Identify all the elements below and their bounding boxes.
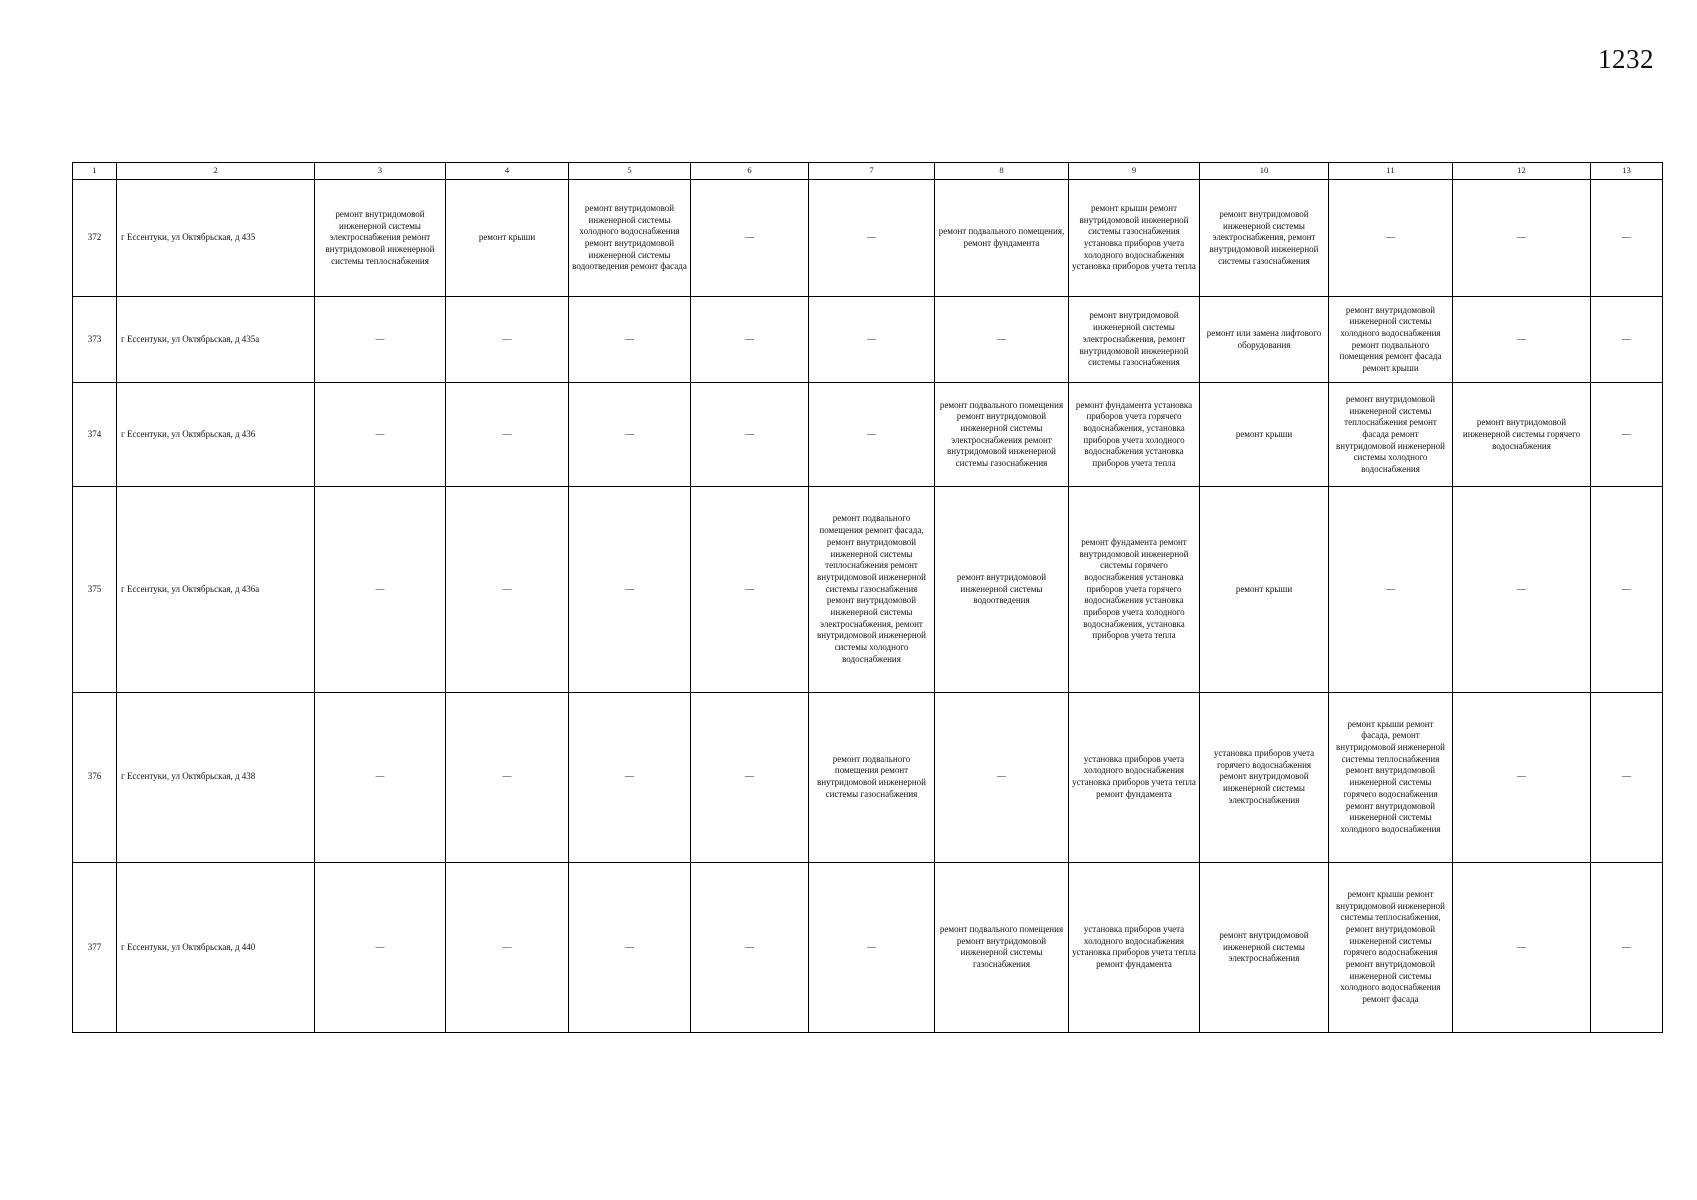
work-cell: ремонт подвального помещения, ремонт фундамента bbox=[935, 180, 1069, 297]
row-address: г Ессентуки, ул Октябрьская, д 436 bbox=[117, 383, 315, 487]
work-cell: ремонт подвального помещения ремонт фасада, ремонт внутридомовой инженерной системы теплоснабжения ремонт внутридомовой инженерной системы газоснабжения ремонт внутридомовой инженерной системы электроснабжения, ремонт внутридомовой инженерной системы холодного водоснабжения bbox=[809, 487, 935, 692]
header-cell: 13 bbox=[1591, 163, 1663, 180]
work-cell: ремонт крыши ремонт внутридомовой инженерной системы теплоснабжения, ремонт внутридомовой инженерной системы горячего водоснабжения ремонт внутридомовой инженерной системы холодного водоснабжения ремонт фасада bbox=[1329, 862, 1453, 1032]
work-cell: — bbox=[569, 862, 691, 1032]
works-table bbox=[72, 162, 1663, 1033]
work-cell: — bbox=[809, 383, 935, 487]
row-number: 373 bbox=[73, 297, 117, 383]
work-cell: ремонт фундамента ремонт внутридомовой инженерной системы горячего водоснабжения установка приборов учета горячего водоснабжения установка приборов учета холодного водоснабжения, установка приборов учета тепла bbox=[1069, 487, 1200, 692]
header-cell: 3 bbox=[315, 163, 446, 180]
table-row bbox=[73, 180, 1663, 297]
work-cell: ремонт подвального помещения ремонт внутридомовой инженерной системы электроснабжения ремонт внутридомовой инженерной системы газоснабжения bbox=[935, 383, 1069, 487]
work-cell: — bbox=[569, 297, 691, 383]
work-cell: ремонт крыши ремонт фасада, ремонт внутридомовой инженерной системы теплоснабжения ремонт внутридомовой инженерной системы горячего водоснабжения ремонт внутридомовой инженерной системы холодного водоснабжения bbox=[1329, 692, 1453, 862]
header-cell: 7 bbox=[809, 163, 935, 180]
header-cell: 12 bbox=[1453, 163, 1591, 180]
header-cell: 2 bbox=[117, 163, 315, 180]
work-cell: — bbox=[446, 862, 569, 1032]
work-cell: — bbox=[315, 297, 446, 383]
work-cell: установка приборов учета холодного водоснабжения установка приборов учета тепла ремонт фундамента bbox=[1069, 862, 1200, 1032]
row-address: г Ессентуки, ул Октябрьская, д 436а bbox=[117, 487, 315, 692]
work-cell: — bbox=[446, 297, 569, 383]
header-cell: 4 bbox=[446, 163, 569, 180]
work-cell: ремонт внутридомовой инженерной системы горячего водоснабжения bbox=[1453, 383, 1591, 487]
work-cell: — bbox=[1591, 692, 1663, 862]
work-cell: ремонт внутридомовой инженерной системы холодного водоснабжения ремонт подвального помещения ремонт фасада ремонт крыши bbox=[1329, 297, 1453, 383]
work-cell: ремонт крыши bbox=[1200, 383, 1329, 487]
work-cell: — bbox=[446, 692, 569, 862]
work-cell: — bbox=[569, 487, 691, 692]
header-cell: 6 bbox=[691, 163, 809, 180]
work-cell: ремонт внутридомовой инженерной системы теплоснабжения ремонт фасада ремонт внутридомовой инженерной системы холодного водоснабжения bbox=[1329, 383, 1453, 487]
work-cell: — bbox=[691, 862, 809, 1032]
header-cell: 8 bbox=[935, 163, 1069, 180]
work-cell: — bbox=[691, 180, 809, 297]
work-cell: — bbox=[446, 487, 569, 692]
work-cell: — bbox=[691, 692, 809, 862]
work-cell: ремонт внутридомовой инженерной системы холодного водоснабжения ремонт внутридомовой инженерной системы водоотведения ремонт фасада bbox=[569, 180, 691, 297]
row-number: 374 bbox=[73, 383, 117, 487]
work-cell: ремонт внутридомовой инженерной системы электроснабжения, ремонт внутридомовой инженерной системы газоснабжения bbox=[1069, 297, 1200, 383]
work-cell: — bbox=[809, 297, 935, 383]
work-cell: — bbox=[1453, 297, 1591, 383]
row-address: г Ессентуки, ул Октябрьская, д 440 bbox=[117, 862, 315, 1032]
header-cell: 10 bbox=[1200, 163, 1329, 180]
work-cell: — bbox=[691, 487, 809, 692]
work-cell: — bbox=[1453, 862, 1591, 1032]
work-cell: — bbox=[1453, 487, 1591, 692]
row-number: 372 bbox=[73, 180, 117, 297]
work-cell: — bbox=[1453, 180, 1591, 297]
work-cell: — bbox=[315, 487, 446, 692]
work-cell: — bbox=[315, 383, 446, 487]
table-row bbox=[73, 487, 1663, 692]
work-cell: — bbox=[809, 862, 935, 1032]
row-address: г Ессентуки, ул Октябрьская, д 438 bbox=[117, 692, 315, 862]
work-cell: — bbox=[691, 383, 809, 487]
header-cell: 1 bbox=[73, 163, 117, 180]
table-row bbox=[73, 692, 1663, 862]
work-cell: — bbox=[1453, 692, 1591, 862]
header-cell: 5 bbox=[569, 163, 691, 180]
work-cell: — bbox=[1329, 180, 1453, 297]
work-cell: — bbox=[691, 297, 809, 383]
header-row bbox=[73, 163, 1663, 180]
work-cell: — bbox=[446, 383, 569, 487]
row-address: г Ессентуки, ул Октябрьская, д 435а bbox=[117, 297, 315, 383]
work-cell: ремонт крыши bbox=[446, 180, 569, 297]
work-cell: — bbox=[809, 180, 935, 297]
work-cell: — bbox=[935, 297, 1069, 383]
work-cell: — bbox=[315, 862, 446, 1032]
work-cell: ремонт подвального помещения ремонт внутридомовой инженерной системы газоснабжения bbox=[809, 692, 935, 862]
work-cell: ремонт внутридомовой инженерной системы электроснабжения, ремонт внутридомовой инженерной системы газоснабжения bbox=[1200, 180, 1329, 297]
row-number: 375 bbox=[73, 487, 117, 692]
work-cell: ремонт фундамента установка приборов учета горячего водоснабжения, установка приборов учета холодного водоснабжения установка приборов учета тепла bbox=[1069, 383, 1200, 487]
header-cell: 11 bbox=[1329, 163, 1453, 180]
work-cell: — bbox=[1329, 487, 1453, 692]
page-number: 1232 bbox=[1598, 44, 1654, 74]
table-row bbox=[73, 297, 1663, 383]
work-cell: ремонт крыши bbox=[1200, 487, 1329, 692]
work-cell: установка приборов учета горячего водоснабжения ремонт внутридомовой инженерной системы электроснабжения bbox=[1200, 692, 1329, 862]
work-cell: — bbox=[1591, 383, 1663, 487]
work-cell: — bbox=[1591, 180, 1663, 297]
work-cell: — bbox=[1591, 862, 1663, 1032]
work-cell: — bbox=[935, 692, 1069, 862]
work-cell: — bbox=[569, 383, 691, 487]
header-cell: 9 bbox=[1069, 163, 1200, 180]
table-row bbox=[73, 383, 1663, 487]
work-cell: — bbox=[1591, 297, 1663, 383]
row-address: г Ессентуки, ул Октябрьская, д 435 bbox=[117, 180, 315, 297]
row-number: 376 bbox=[73, 692, 117, 862]
work-cell: ремонт или замена лифтового оборудования bbox=[1200, 297, 1329, 383]
work-cell: ремонт крыши ремонт внутридомовой инженерной системы газоснабжения установка приборов учета холодного водоснабжения установка приборов учета тепла bbox=[1069, 180, 1200, 297]
work-cell: ремонт внутридомовой инженерной системы электроснабжения ремонт внутридомовой инженерной системы теплоснабжения bbox=[315, 180, 446, 297]
table-row bbox=[73, 862, 1663, 1032]
work-cell: ремонт внутридомовой инженерной системы водоотведения bbox=[935, 487, 1069, 692]
work-cell: установка приборов учета холодного водоснабжения установка приборов учета тепла ремонт фундамента bbox=[1069, 692, 1200, 862]
work-cell: — bbox=[569, 692, 691, 862]
work-cell: — bbox=[1591, 487, 1663, 692]
work-cell: ремонт подвального помещения ремонт внутридомовой инженерной системы газоснабжения bbox=[935, 862, 1069, 1032]
work-cell: — bbox=[315, 692, 446, 862]
work-cell: ремонт внутридомовой инженерной системы электроснабжения bbox=[1200, 862, 1329, 1032]
row-number: 377 bbox=[73, 862, 117, 1032]
